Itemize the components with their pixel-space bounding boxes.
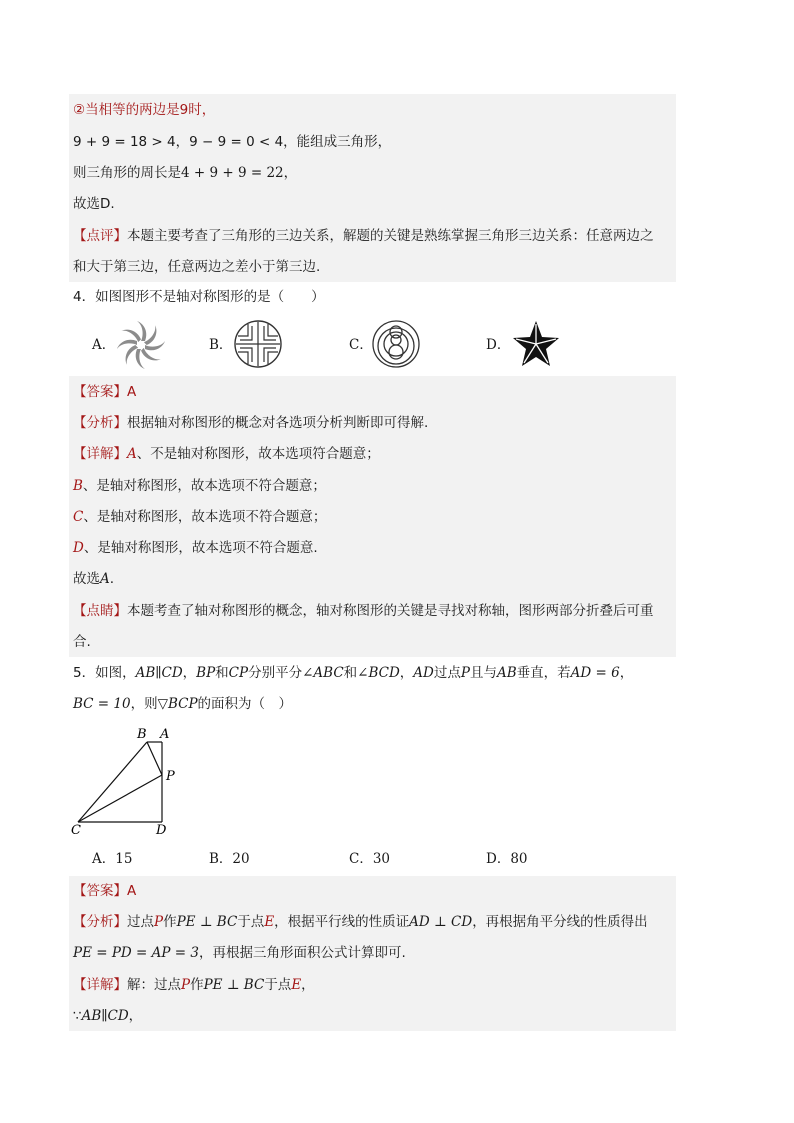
q4-answer-tag: 【答案】: [73, 384, 127, 400]
q4-detail-l3: [73, 507, 326, 527]
q5-detail-l2: [73, 1006, 142, 1026]
q4-detail-l2-text: 、是轴对称图形，故本选项不符合题意；: [82, 478, 326, 494]
q5-stem-l1: [73, 663, 633, 683]
q5-answer: [73, 881, 136, 901]
q4-detail-l4-letter: D: [73, 540, 84, 556]
q5-stem-math: P: [460, 665, 470, 681]
q5-stem-part: 和: [215, 665, 229, 681]
q5-stem-part: ，: [182, 665, 197, 681]
label-p: P: [166, 769, 175, 784]
star-figure: [510, 318, 562, 370]
q4-detail-l3-text: 、是轴对称图形，故本选项不符合题意；: [83, 509, 327, 525]
q5-option-c: C．30: [349, 851, 391, 867]
label-d: D: [156, 823, 167, 837]
q5-stem-l2: [73, 694, 292, 714]
q5-option-a: A．15: [92, 851, 133, 867]
q5-stem-math: AB∥CD: [135, 665, 183, 681]
q3-calc2: [73, 163, 297, 183]
q4-detail-l3-letter: C: [73, 509, 84, 525]
q5-stem-part: ，则: [130, 696, 158, 712]
q5-analysis-part: 于点: [237, 914, 265, 930]
q5-stem-math: ∠ABC: [302, 665, 344, 681]
q5-stem-part: 的面积为（ ）: [197, 696, 293, 712]
q4-detail-l2-letter: B: [73, 478, 83, 494]
q5-detail-part: ∵: [73, 1008, 82, 1024]
q4-detail-l4-text: 、是轴对称图形，故本选项不符合题意.: [83, 540, 318, 556]
q5-analysis-part: 过点: [127, 914, 154, 930]
q5-stem-math: AB: [496, 665, 517, 681]
q3-choose: 故选D.: [73, 196, 115, 212]
q4-comment-l2: 合.: [73, 634, 91, 650]
q4-choose-end: .: [109, 571, 115, 587]
label-a: A: [160, 727, 170, 742]
q5-stem-math: CP: [228, 665, 249, 681]
q3-comment-tag: 【点评】: [73, 228, 127, 244]
q5-stem-math: AD = 6: [570, 665, 620, 681]
q5-stem-part: 垂直，若: [516, 665, 571, 681]
q3-calc2-suffix: ，: [283, 165, 298, 181]
q4-analysis-tag: 【分析】: [73, 415, 127, 431]
q4-answer-value: A: [127, 384, 137, 400]
q4-comment-tag: 【点睛】: [73, 603, 127, 619]
q5-analysis-math: PE = PD = AP = 3: [73, 945, 199, 961]
q4-detail-tag: 【详解】: [73, 446, 127, 462]
q5-stem-math: ∠BCD: [357, 665, 400, 681]
q3-case2: ②当相等的两边是9时，: [73, 102, 216, 118]
q5-analysis-part: ，根据平行线的性质证: [274, 914, 410, 930]
q3-calc2-expr: 4 + 9 + 9 = 22: [181, 165, 284, 181]
trapezoid-figure: [68, 722, 188, 837]
q4-comment-text: 本题考查了轴对称图形的概念，轴对称图形的关键是寻找对称轴，图形两部分折叠后可重: [127, 603, 654, 619]
q5-detail-tag: 【详解】: [73, 977, 127, 993]
q5-option-b: B．20: [209, 851, 250, 867]
label-b: B: [137, 727, 147, 742]
q5-stem-part: 且与: [469, 665, 497, 681]
q3-comment-l1: [73, 226, 654, 246]
q5-analysis-math: AD ⊥ CD: [409, 914, 473, 930]
q5-stem-part: 分别平分: [248, 665, 303, 681]
nested-circles-figure: [370, 318, 422, 370]
q5-analysis-part: 作: [163, 914, 177, 930]
q5-answer-value: A: [127, 883, 137, 899]
q5-detail-math: P: [181, 977, 191, 993]
q4-detail-l1: [73, 444, 380, 464]
q4-option-d-label: D．: [486, 337, 511, 353]
q4-option-a-label: A．: [92, 337, 116, 353]
q4-option-b-label: B．: [209, 337, 233, 353]
q5-analysis-l2: [73, 943, 406, 963]
q5-option-d: D．80: [486, 851, 528, 867]
q4-choose: [73, 569, 114, 589]
q5-analysis-tag: 【分析】: [73, 914, 127, 930]
q5-stem-part: ，: [399, 665, 414, 681]
q5-stem-math: BC = 10: [73, 696, 131, 712]
q5-stem-part: 过点: [433, 665, 461, 681]
q5-detail-part: 于点: [264, 977, 292, 993]
q4-option-c-label: C．: [349, 337, 373, 353]
q5-detail-part: 作: [190, 977, 204, 993]
pinwheel-figure: [114, 318, 168, 372]
q5-answer-tag: 【答案】: [73, 883, 127, 899]
q5-detail-part: 解：过点: [127, 977, 181, 993]
q5-analysis-math: E: [264, 914, 275, 930]
q3-comment-l2: 和大于第三边，任意两边之差小于第三边.: [73, 259, 321, 275]
q3-calc1: 9 + 9 = 18 > 4，9 − 9 = 0 < 4，能组成三角形，: [73, 134, 392, 150]
q5-stem-part: 5．如图，: [73, 665, 136, 681]
q4-comment-l1: [73, 601, 654, 621]
q5-stem-part: 和: [343, 665, 358, 681]
q5-stem-part: ，: [619, 665, 634, 681]
q5-stem-math: ▽BCP: [157, 696, 198, 712]
q4-analysis-text: 根据轴对称图形的概念对各选项分析判断即可得解.: [127, 415, 429, 431]
q4-detail-l1-letter: A: [127, 446, 137, 462]
q5-analysis-part: ，再根据三角形面积公式计算即可.: [198, 945, 406, 961]
q4-choose-letter: A: [100, 571, 110, 587]
maze-circle-figure: [232, 318, 284, 370]
q5-analysis-math: PE ⊥ BC: [176, 914, 238, 930]
q5-detail-part: ，: [128, 1008, 143, 1024]
q5-stem-math: BP: [196, 665, 216, 681]
q4-detail-l2: [73, 476, 326, 496]
q5-detail-part: ，: [301, 977, 315, 993]
q3-calc2-prefix: 则三角形的周长是: [73, 165, 181, 181]
q5-detail-math: PE ⊥ BC: [203, 977, 265, 993]
q5-analysis-l1: [73, 912, 648, 932]
q4-analysis: [73, 413, 428, 433]
q5-detail-math: AB∥CD: [81, 1008, 129, 1024]
q5-stem-math: AD: [413, 665, 434, 681]
q4-detail-l4: [73, 538, 318, 558]
q5-analysis-math: P: [154, 914, 164, 930]
q4-answer: [73, 382, 136, 402]
q4-choose-text: 故选: [73, 571, 100, 587]
q5-detail-math: E: [291, 977, 302, 993]
label-c: C: [71, 823, 81, 837]
q4-detail-l1-text: 、不是轴对称图形，故本选项符合题意；: [136, 446, 380, 462]
q5-detail-l1: [73, 975, 315, 995]
q3-comment-text: 本题主要考查了三角形的三边关系，解题的关键是熟练掌握三角形三边关系：任意两边之: [127, 228, 654, 244]
q5-analysis-part: ，再根据角平分线的性质得出: [472, 914, 648, 930]
solution-block-q3: [69, 94, 676, 282]
q4-stem: 4．如图图形不是轴对称图形的是（ ）: [73, 289, 325, 305]
